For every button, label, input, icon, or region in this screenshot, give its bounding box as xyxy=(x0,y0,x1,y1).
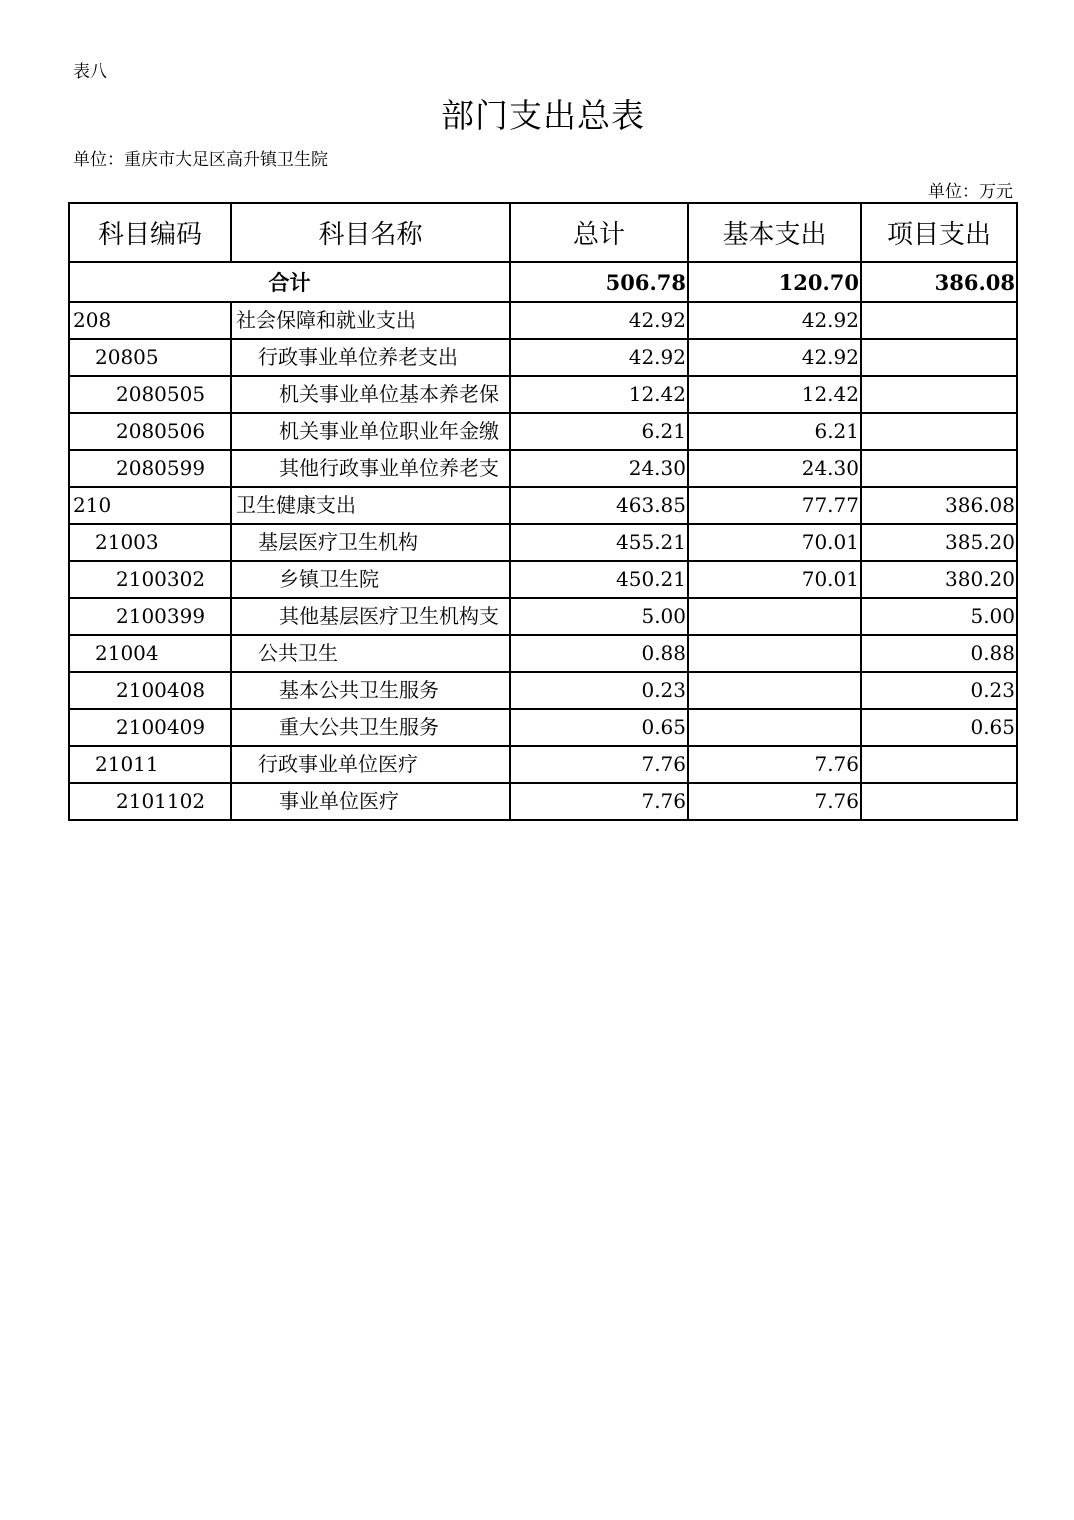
subject-name-cell-text: 社会保障和就业支出 xyxy=(236,308,416,332)
subject-name-cell-text: 重大公共卫生服务 xyxy=(279,715,439,739)
project-expense-cell-text xyxy=(862,747,1015,782)
project-expense-cell xyxy=(861,709,1017,746)
expenditure-table xyxy=(68,202,1018,821)
subject-code-cell xyxy=(69,561,231,598)
total-cell-text: 42.92 xyxy=(628,345,686,369)
total-cell-text: 7.76 xyxy=(641,752,686,776)
total-cell xyxy=(510,413,688,450)
currency-unit-label: 单位：万元 xyxy=(928,182,1013,202)
basic-expense-cell xyxy=(688,672,861,709)
basic-expense-cell xyxy=(688,487,861,524)
total-cell-text: 0.65 xyxy=(641,715,686,739)
subject-name-cell-text: 机关事业单位基本养老保 xyxy=(279,382,499,406)
total-cell-text: 7.76 xyxy=(641,789,686,813)
basic-expense-cell-text xyxy=(689,636,859,671)
table-row xyxy=(69,635,1017,672)
table-row xyxy=(69,524,1017,561)
total-cell xyxy=(510,783,688,820)
basic-expense-cell xyxy=(688,561,861,598)
basic-expense-cell-text: 6.21 xyxy=(814,419,859,443)
subject-name-cell xyxy=(231,339,510,376)
total-cell-text: 455.21 xyxy=(616,530,686,554)
subject-name-cell xyxy=(231,709,510,746)
subject-code-cell xyxy=(69,302,231,339)
total-cell xyxy=(510,450,688,487)
project-expense-cell xyxy=(861,339,1017,376)
subject-code-cell-text: 21003 xyxy=(95,530,159,554)
basic-expense-cell-text: 42.92 xyxy=(801,308,859,332)
subject-code-cell-text: 2100302 xyxy=(116,567,206,591)
subject-code-cell xyxy=(69,524,231,561)
organization-unit-label: 单位：重庆市大足区高升镇卫生院 xyxy=(73,150,328,170)
total-cell xyxy=(510,709,688,746)
basic-expense-cell xyxy=(688,783,861,820)
basic-expense-cell-text: 70.01 xyxy=(801,567,859,591)
table-row xyxy=(69,302,1017,339)
basic-expense-cell-text: 70.01 xyxy=(801,530,859,554)
total-cell-text: 5.00 xyxy=(641,604,686,628)
project-expense-cell-text xyxy=(862,303,1015,338)
total-basic-value: 120.70 xyxy=(688,262,861,302)
subject-code-cell xyxy=(69,635,231,672)
project-expense-cell-text: 0.88 xyxy=(970,641,1015,665)
subject-name-cell xyxy=(231,302,510,339)
subject-code-cell xyxy=(69,413,231,450)
subject-name-cell xyxy=(231,783,510,820)
subject-code-cell-text: 2080505 xyxy=(116,382,206,406)
total-project-value: 386.08 xyxy=(861,262,1017,302)
total-cell xyxy=(510,561,688,598)
basic-expense-cell-text: 24.30 xyxy=(801,456,859,480)
subject-name-cell xyxy=(231,561,510,598)
total-cell-text: 12.42 xyxy=(628,382,686,406)
basic-expense-cell-text: 42.92 xyxy=(801,345,859,369)
table-row xyxy=(69,598,1017,635)
project-expense-cell xyxy=(861,413,1017,450)
project-expense-cell xyxy=(861,487,1017,524)
subject-name-cell xyxy=(231,746,510,783)
project-expense-cell xyxy=(861,376,1017,413)
basic-expense-cell-text: 7.76 xyxy=(814,752,859,776)
subject-code-cell-text: 2080599 xyxy=(116,456,206,480)
subject-name-cell-text: 基本公共卫生服务 xyxy=(279,678,439,702)
project-expense-cell xyxy=(861,302,1017,339)
subject-name-cell xyxy=(231,487,510,524)
project-expense-cell-text: 386.08 xyxy=(945,493,1015,517)
table-id-label: 表八 xyxy=(73,62,107,82)
table-row xyxy=(69,487,1017,524)
project-expense-cell-text: 0.65 xyxy=(970,715,1015,739)
column-header-project: 项目支出 xyxy=(861,203,1017,262)
total-cell-text: 24.30 xyxy=(628,456,686,480)
subject-name-cell xyxy=(231,672,510,709)
column-header-basic: 基本支出 xyxy=(688,203,861,262)
project-expense-cell xyxy=(861,746,1017,783)
table-row xyxy=(69,672,1017,709)
basic-expense-cell xyxy=(688,746,861,783)
subject-code-cell xyxy=(69,450,231,487)
total-cell xyxy=(510,598,688,635)
total-cell xyxy=(510,339,688,376)
subject-name-cell-text: 事业单位医疗 xyxy=(279,789,399,813)
project-expense-cell xyxy=(861,524,1017,561)
subject-code-cell-text: 21004 xyxy=(95,641,159,665)
basic-expense-cell-text xyxy=(689,710,859,745)
subject-name-cell xyxy=(231,413,510,450)
project-expense-cell-text: 380.20 xyxy=(945,567,1015,591)
total-cell xyxy=(510,487,688,524)
table-row xyxy=(69,746,1017,783)
subject-code-cell xyxy=(69,746,231,783)
total-cell-text: 42.92 xyxy=(628,308,686,332)
subject-code-cell-text: 2100409 xyxy=(116,715,206,739)
subject-name-cell xyxy=(231,524,510,561)
subject-code-cell xyxy=(69,598,231,635)
total-cell xyxy=(510,302,688,339)
basic-expense-cell xyxy=(688,413,861,450)
subject-code-cell xyxy=(69,376,231,413)
subject-name-cell-text: 其他行政事业单位养老支 xyxy=(279,456,499,480)
project-expense-cell xyxy=(861,598,1017,635)
page-title: 部门支出总表 xyxy=(441,96,645,135)
project-expense-cell-text xyxy=(862,784,1015,819)
total-row xyxy=(69,262,1017,302)
basic-expense-cell xyxy=(688,709,861,746)
basic-expense-cell xyxy=(688,376,861,413)
project-expense-cell xyxy=(861,783,1017,820)
total-cell-text: 6.21 xyxy=(641,419,686,443)
subject-name-cell-text: 基层医疗卫生机构 xyxy=(258,530,418,554)
column-header-code: 科目编码 xyxy=(69,203,231,262)
subject-name-cell-text: 公共卫生 xyxy=(258,641,338,665)
subject-code-cell xyxy=(69,339,231,376)
subject-name-cell-text: 机关事业单位职业年金缴 xyxy=(279,419,499,443)
total-cell xyxy=(510,376,688,413)
basic-expense-cell xyxy=(688,450,861,487)
project-expense-cell-text xyxy=(862,451,1015,486)
subject-name-cell xyxy=(231,598,510,635)
basic-expense-cell-text: 77.77 xyxy=(801,493,859,517)
project-expense-cell-text: 385.20 xyxy=(945,530,1015,554)
subject-code-cell-text: 210 xyxy=(73,493,112,517)
table-row xyxy=(69,339,1017,376)
total-sum-value: 506.78 xyxy=(510,262,688,302)
subject-code-cell-text: 208 xyxy=(73,308,112,332)
basic-expense-cell xyxy=(688,598,861,635)
total-cell-text: 0.88 xyxy=(641,641,686,665)
subject-code-cell xyxy=(69,709,231,746)
project-expense-cell-text xyxy=(862,377,1015,412)
subject-name-cell xyxy=(231,635,510,672)
project-expense-cell xyxy=(861,672,1017,709)
subject-name-cell xyxy=(231,376,510,413)
total-cell-text: 0.23 xyxy=(641,678,686,702)
total-label: 合计 xyxy=(69,262,510,302)
table-row xyxy=(69,783,1017,820)
table-row xyxy=(69,561,1017,598)
table-row xyxy=(69,413,1017,450)
subject-name-cell-text: 乡镇卫生院 xyxy=(279,567,379,591)
subject-code-cell-text: 2100399 xyxy=(116,604,206,628)
subject-name-cell-text: 其他基层医疗卫生机构支 xyxy=(279,604,499,628)
subject-name-cell-text: 行政事业单位养老支出 xyxy=(258,345,458,369)
subject-code-cell-text: 2100408 xyxy=(116,678,206,702)
subject-code-cell-text: 2080506 xyxy=(116,419,206,443)
project-expense-cell xyxy=(861,635,1017,672)
total-cell-text: 450.21 xyxy=(616,567,686,591)
total-cell xyxy=(510,635,688,672)
basic-expense-cell-text xyxy=(689,599,859,634)
subject-code-cell-text: 20805 xyxy=(95,345,159,369)
subject-name-cell xyxy=(231,450,510,487)
total-cell xyxy=(510,746,688,783)
project-expense-cell xyxy=(861,450,1017,487)
subject-name-cell-text: 卫生健康支出 xyxy=(236,493,356,517)
project-expense-cell-text: 5.00 xyxy=(970,604,1015,628)
project-expense-cell-text: 0.23 xyxy=(970,678,1015,702)
basic-expense-cell-text xyxy=(689,673,859,708)
table-row xyxy=(69,376,1017,413)
column-header-name: 科目名称 xyxy=(231,203,510,262)
basic-expense-cell-text: 7.76 xyxy=(814,789,859,813)
subject-code-cell xyxy=(69,672,231,709)
total-cell-text: 463.85 xyxy=(616,493,686,517)
column-header-total: 总计 xyxy=(510,203,688,262)
subject-code-cell xyxy=(69,487,231,524)
basic-expense-cell xyxy=(688,635,861,672)
project-expense-cell xyxy=(861,561,1017,598)
total-cell xyxy=(510,524,688,561)
project-expense-cell-text xyxy=(862,414,1015,449)
subject-code-cell-text: 2101102 xyxy=(116,789,206,813)
subject-name-cell-text: 行政事业单位医疗 xyxy=(258,752,418,776)
project-expense-cell-text xyxy=(862,340,1015,375)
basic-expense-cell xyxy=(688,339,861,376)
basic-expense-cell xyxy=(688,302,861,339)
table-header-row xyxy=(69,203,1017,262)
total-cell xyxy=(510,672,688,709)
table-row xyxy=(69,709,1017,746)
basic-expense-cell xyxy=(688,524,861,561)
table-row xyxy=(69,450,1017,487)
basic-expense-cell-text: 12.42 xyxy=(801,382,859,406)
subject-code-cell xyxy=(69,783,231,820)
subject-code-cell-text: 21011 xyxy=(95,752,159,776)
